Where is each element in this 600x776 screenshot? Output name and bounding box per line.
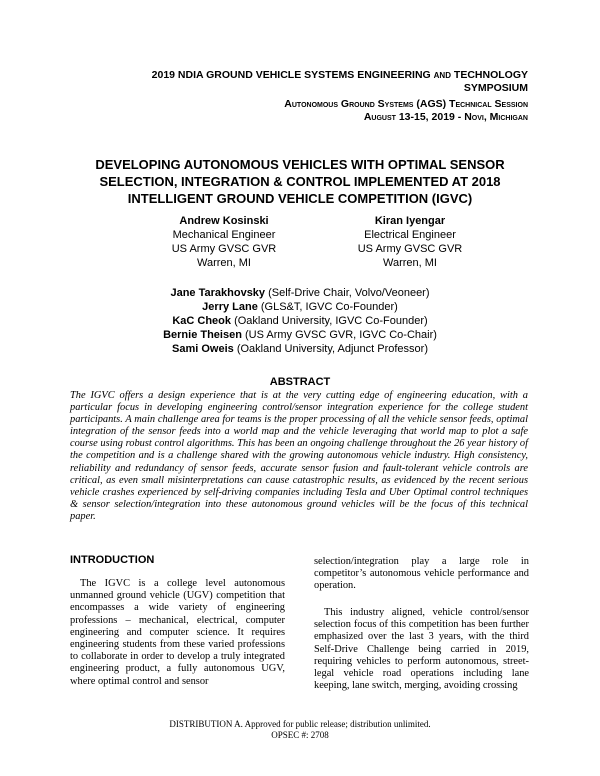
abstract-heading: ABSTRACT	[269, 376, 331, 388]
contributor: Jane Tarakhovsky (Self-Drive Chair, Volvo/Veoneer)	[170, 287, 430, 299]
introduction-heading: INTRODUCTION	[70, 554, 155, 566]
contributor: KaC Cheok (Oakland University, IGVC Co-Founder)	[172, 315, 428, 327]
session-line: Autonomous Ground Systems (AGS) Technical Session	[284, 98, 528, 110]
page-footer	[0, 719, 600, 741]
author-name: Andrew Kosinski	[179, 215, 269, 227]
contributor-list	[90, 286, 510, 356]
author-location: Warren, MI	[383, 257, 437, 269]
contributor: Bernie Theisen (US Army GVSC GVR, IGVC Co-Chair)	[163, 329, 437, 341]
intro-left-column: The IGVC is a college level autonomous unmanned ground vehicle (UGV) competition that encompasses a wide variety of engineering professions – mechanical, electrical, computer engineering and computer science. It requires engineering students from these varied professions to collaborate in order to develop a truly integrated engineering product, a fully autonomous UGV, where optimal control and sensor	[70, 578, 285, 687]
header-line-1: 2019 NDIA GROUND VEHICLE SYSTEMS ENGINEERING AND TECHNOLOGY	[151, 69, 528, 81]
author-name: Kiran Iyengar	[374, 215, 446, 227]
date-location-line: August 13-15, 2019 - Novi, Michigan	[363, 111, 528, 123]
author-role: Electrical Engineer	[364, 229, 456, 241]
author-2	[310, 214, 510, 270]
intro-right-column-para-2: This industry aligned, vehicle control/sensor selection focus of this competition has been further emphasized over the last 3 years, with the third Self-Drive Challenge being carried in 2019, requiring vehicles to perform autonomous, street-legal vehicle road operations including lane keeping, lane switch, merging, avoiding crossing	[314, 607, 529, 692]
author-role: Mechanical Engineer	[172, 229, 276, 241]
author-org: US Army GVSC GVR	[171, 243, 277, 255]
author-org: US Army GVSC GVR	[357, 243, 463, 255]
distribution-statement: DISTRIBUTION A. Approved for public release; distribution unlimited.	[169, 719, 431, 729]
contributor: Jerry Lane (GLS&T, IGVC Co-Founder)	[202, 301, 398, 313]
conference-header	[152, 69, 528, 124]
abstract-text: The IGVC offers a design experience that is at the very cutting edge of engineering education, with a particular focus in developing engineering control/sensor integration experience for the college student participants. A main challenge area for teams is the proper processing of all the vehicle sensor feeds, optimal integration of the sensor feeds into a world map and the vehicle leveraging that world map to plot a safe course using robust control algorithms. This has been an ongoing challenge throughout the 26 year history of the competition and is a challenge shared with the growing autonomous vehicle industry. High consistency, reliability and redundancy of sensor feeds, accurate sensor fusion and fault-tolerant vehicle controls are critical, as even small misinterpretations can cause catastrophic results, as evidenced by the recent serious vehicle crashes experienced by self-driving companies including Tesla and Uber Optimal control techniques & sensor selection/integration into these autonomous ground vehicles will be the focus of this technical paper.	[70, 390, 528, 522]
opsec-number: OPSEC #: 2708	[271, 730, 329, 740]
intro-right-column-para-1: selection/integration play a large role in competitor’s autonomous vehicle performance and operation.	[314, 556, 529, 592]
author-1	[124, 214, 324, 270]
header-line-2: SYMPOSIUM	[463, 82, 528, 94]
contributor: Sami Oweis (Oakland University, Adjunct Professor)	[172, 343, 428, 355]
paper-title: DEVELOPING AUTONOMOUS VEHICLES WITH OPTIMAL SENSOR SELECTION, INTEGRATION & CONTROL IMPLEMENTED AT 2018 INTELLIGENT GROUND VEHICLE COMPETITION (IGVC)	[95, 157, 505, 206]
author-location: Warren, MI	[197, 257, 251, 269]
